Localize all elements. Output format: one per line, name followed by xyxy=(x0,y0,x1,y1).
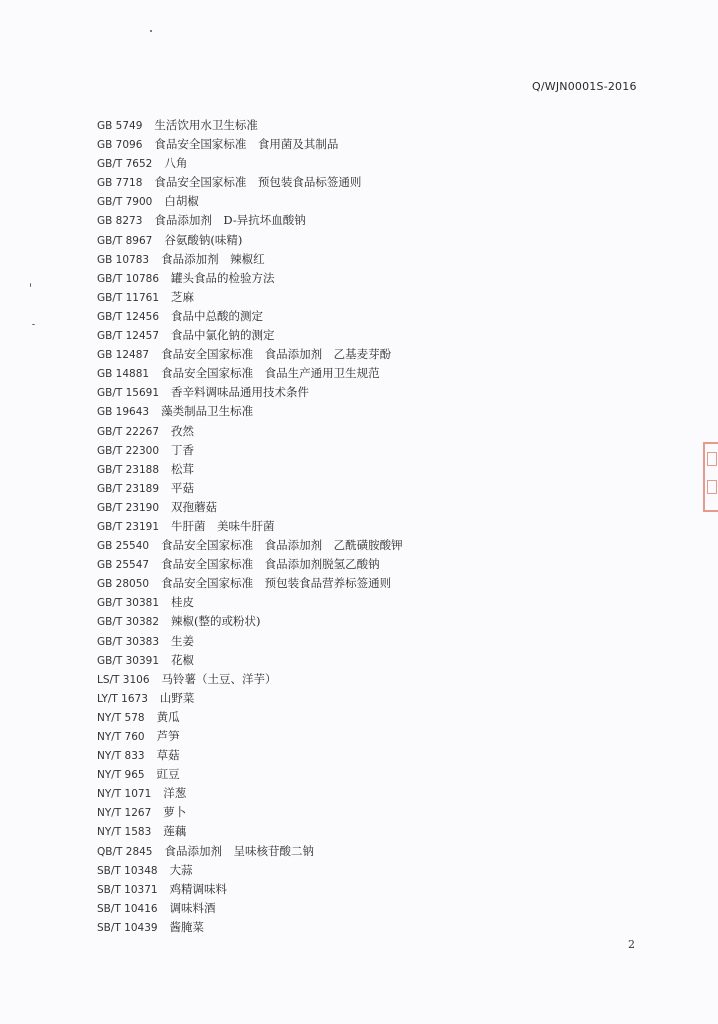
standard-row xyxy=(97,364,403,383)
standard-title: 食品安全国家标准 食品添加剂 乙基麦芽酚 xyxy=(161,347,392,362)
standard-code: GB/T 22267 xyxy=(97,425,160,438)
standard-row xyxy=(97,402,403,421)
standard-title: 牛肝菌 美味牛肝菌 xyxy=(171,518,275,533)
standard-title: 香辛料调味品通用技术条件 xyxy=(171,385,310,400)
standard-title: 谷氨酸钠(味精) xyxy=(164,232,243,247)
standard-code: GB 5749 xyxy=(97,120,143,132)
scan-speck xyxy=(32,324,35,325)
standard-code: LY/T 1673 xyxy=(97,692,148,705)
standard-title: 白胡椒 xyxy=(164,194,199,209)
standard-row xyxy=(97,288,403,307)
standard-title: 辣椒(整的或粉状) xyxy=(171,614,261,629)
standard-code: GB/T 7652 xyxy=(97,158,153,171)
standard-row xyxy=(97,612,403,631)
standard-code: NY/T 578 xyxy=(97,711,145,724)
standard-code: GB 10783 xyxy=(97,253,150,266)
scan-speck xyxy=(30,283,31,287)
standard-row xyxy=(97,899,403,918)
standard-row xyxy=(97,479,403,498)
standard-row xyxy=(97,173,403,192)
standard-code: GB/T 8967 xyxy=(97,234,153,247)
standard-row xyxy=(97,345,403,364)
standard-code: GB 25540 xyxy=(97,540,150,553)
standard-row xyxy=(97,689,403,708)
standard-code: GB 12487 xyxy=(97,349,150,362)
standard-title: 食品添加剂 D-异抗坏血酸钠 xyxy=(154,213,306,228)
standard-row xyxy=(97,727,403,746)
standard-code: GB/T 30383 xyxy=(97,635,160,648)
seal-stamp-fragment xyxy=(703,442,718,512)
standard-row xyxy=(97,536,403,555)
standard-row xyxy=(97,861,403,880)
standard-code: SB/T 10371 xyxy=(97,883,158,896)
standard-code: GB/T 30391 xyxy=(97,654,160,667)
standard-row xyxy=(97,784,403,803)
standard-row xyxy=(97,593,403,612)
standard-code: SB/T 10416 xyxy=(97,902,158,915)
standard-row xyxy=(97,326,403,345)
standard-code: GB/T 23188 xyxy=(97,463,160,476)
standard-title: 食品中总酸的测定 xyxy=(171,308,264,323)
standard-title: 丁香 xyxy=(171,442,195,457)
standard-row xyxy=(97,803,403,822)
standard-title: 食品安全国家标准 食用菌及其制品 xyxy=(154,137,339,152)
page-number: 2 xyxy=(628,938,635,951)
standard-title: 八角 xyxy=(164,156,188,171)
standard-title: 洋葱 xyxy=(163,786,187,801)
standard-code: NY/T 965 xyxy=(97,769,145,782)
standard-title: 食品安全国家标准 食品添加剂脱氢乙酸钠 xyxy=(161,557,380,572)
standard-code: GB 7096 xyxy=(97,139,143,152)
standard-row xyxy=(97,231,403,250)
standard-title: 双孢蘑菇 xyxy=(171,499,218,514)
standard-row xyxy=(97,517,403,536)
standard-row xyxy=(97,498,403,517)
standard-title: 豇豆 xyxy=(156,767,180,782)
standard-title: 芝麻 xyxy=(171,289,195,304)
standard-title: 食品安全国家标准 食品生产通用卫生规范 xyxy=(161,366,380,381)
standard-row xyxy=(97,116,403,135)
standard-title: 罐头食品的检验方法 xyxy=(171,270,275,285)
standard-row xyxy=(97,822,403,841)
standard-row xyxy=(97,708,403,727)
standard-title: 酱腌菜 xyxy=(169,919,205,934)
standard-row xyxy=(97,880,403,899)
document-code: Q/WJN0001S-2016 xyxy=(532,80,637,93)
standard-row xyxy=(97,651,403,670)
standard-code: NY/T 760 xyxy=(97,731,145,743)
standard-row xyxy=(97,670,403,689)
standard-row xyxy=(97,422,403,441)
standard-code: GB/T 10786 xyxy=(97,272,160,285)
standard-row xyxy=(97,154,403,173)
standard-title: 食品添加剂 辣椒红 xyxy=(161,251,265,266)
standard-code: NY/T 1583 xyxy=(97,826,152,839)
standard-code: GB/T 12457 xyxy=(97,330,160,343)
standard-title: 山野菜 xyxy=(159,690,195,705)
standard-row xyxy=(97,135,403,154)
standard-row xyxy=(97,441,403,460)
standard-code: GB/T 22300 xyxy=(97,444,160,457)
standard-title: 孜然 xyxy=(171,423,195,438)
standards-list xyxy=(97,116,403,937)
standard-row xyxy=(97,765,403,784)
standard-title: 生活饮用水卫生标准 xyxy=(154,118,258,132)
standard-code: GB/T 23189 xyxy=(97,482,160,495)
standard-title: 花椒 xyxy=(171,652,195,667)
standard-title: 鸡精调味料 xyxy=(169,881,228,896)
standard-title: 食品安全国家标准 预包装食品营养标签通则 xyxy=(161,576,392,591)
standard-code: GB/T 7900 xyxy=(97,196,153,209)
standard-code: GB/T 30381 xyxy=(97,597,160,610)
standard-title: 调味料酒 xyxy=(169,900,216,915)
standard-code: GB 19643 xyxy=(97,406,150,419)
scan-speck xyxy=(150,30,152,32)
standard-row xyxy=(97,746,403,765)
standard-code: SB/T 10348 xyxy=(97,864,158,877)
standard-row xyxy=(97,307,403,326)
standard-title: 食品添加剂 呈味核苷酸二钠 xyxy=(164,843,314,858)
standard-code: QB/T 2845 xyxy=(97,845,153,858)
standard-row xyxy=(97,555,403,574)
standard-row xyxy=(97,192,403,211)
standard-code: GB/T 23190 xyxy=(97,501,160,514)
standard-code: GB/T 15691 xyxy=(97,387,160,400)
standard-code: GB 14881 xyxy=(97,368,150,381)
standard-title: 藻类制品卫生标准 xyxy=(161,404,254,419)
standard-title: 马铃薯（土豆、洋芋） xyxy=(161,671,277,686)
standard-title: 食品安全国家标准 预包装食品标签通则 xyxy=(154,175,362,190)
standard-row xyxy=(97,460,403,479)
standard-code: LS/T 3106 xyxy=(97,673,150,686)
standard-code: GB/T 11761 xyxy=(97,291,160,304)
standard-code: NY/T 1267 xyxy=(97,807,152,820)
standard-code: NY/T 833 xyxy=(97,750,145,763)
standard-code: GB 8273 xyxy=(97,215,143,228)
standard-title: 食品安全国家标准 食品添加剂 乙酰磺胺酸钾 xyxy=(161,538,403,553)
standard-row xyxy=(97,250,403,269)
standard-code: GB/T 23191 xyxy=(97,520,160,533)
standard-title: 生姜 xyxy=(171,633,195,648)
standard-code: GB/T 30382 xyxy=(97,616,160,629)
standard-title: 萝卜 xyxy=(163,805,187,820)
standard-title: 平菇 xyxy=(171,480,195,495)
standard-title: 黄瓜 xyxy=(156,709,180,724)
standard-title: 松茸 xyxy=(171,461,195,476)
standard-title: 食品中氯化钠的测定 xyxy=(171,328,275,343)
standard-title: 大蒜 xyxy=(169,862,193,877)
standard-code: GB 7718 xyxy=(97,177,143,190)
standard-row xyxy=(97,632,403,651)
standard-code: GB/T 12456 xyxy=(97,310,160,323)
standard-code: GB 28050 xyxy=(97,578,150,591)
standard-title: 莲藕 xyxy=(163,824,187,839)
standard-row xyxy=(97,574,403,593)
standard-title: 草菇 xyxy=(156,748,180,763)
standard-title: 桂皮 xyxy=(171,595,195,610)
standard-row xyxy=(97,842,403,861)
standard-code: SB/T 10439 xyxy=(97,921,158,934)
standard-title: 芦笋 xyxy=(156,729,180,743)
standard-row xyxy=(97,211,403,230)
standard-row xyxy=(97,918,403,937)
standard-row xyxy=(97,383,403,402)
standard-code: NY/T 1071 xyxy=(97,788,152,801)
standard-row xyxy=(97,269,403,288)
standard-code: GB 25547 xyxy=(97,559,150,572)
